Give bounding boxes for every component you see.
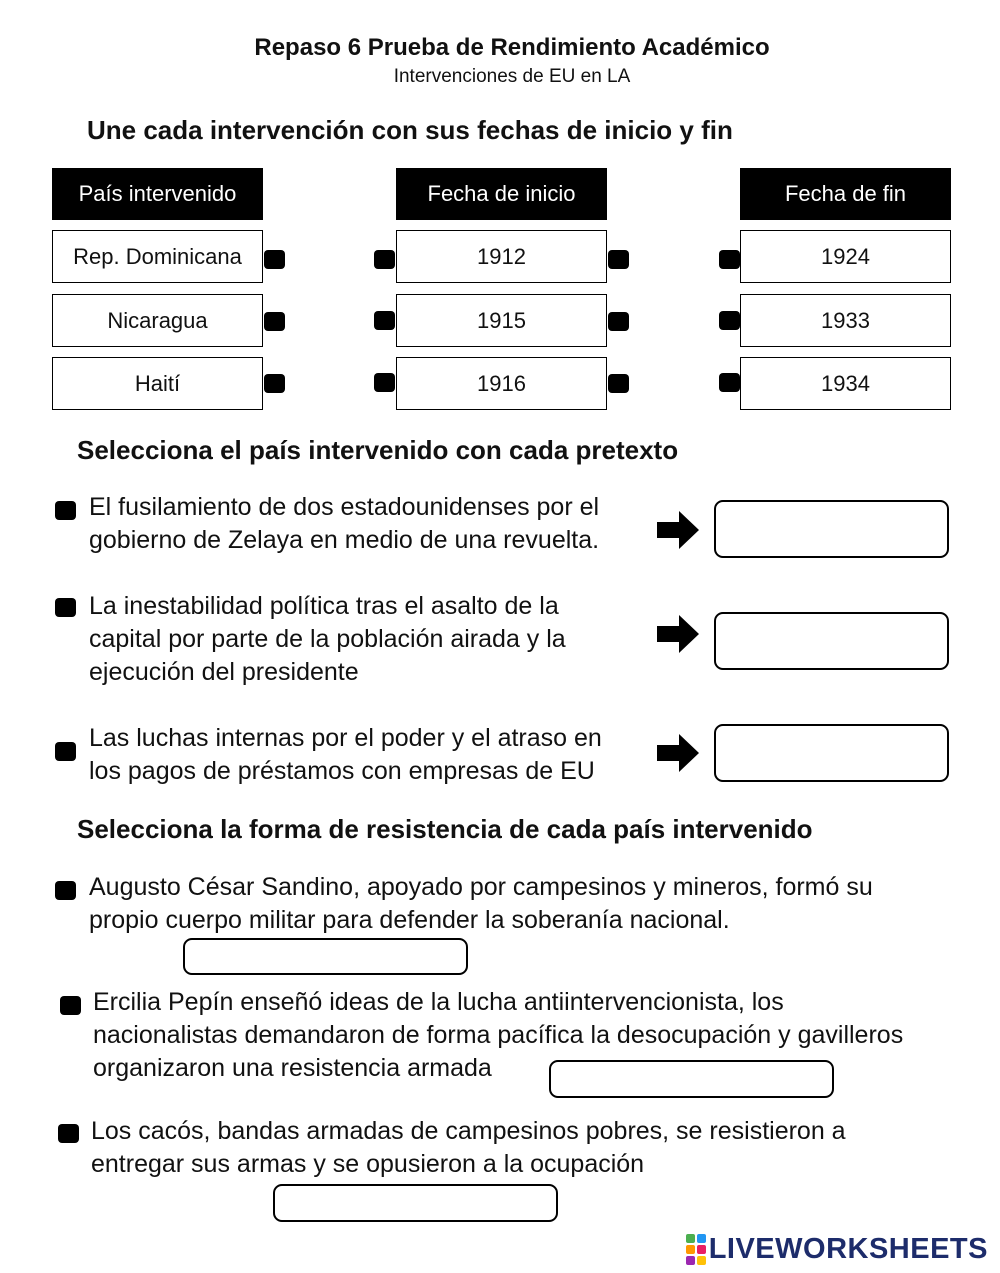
match-dot[interactable]: [719, 311, 740, 330]
match-dot[interactable]: [608, 374, 629, 393]
bullet-dot[interactable]: [55, 742, 76, 761]
match-dot[interactable]: [374, 373, 395, 392]
start-date-cell: 1915: [396, 294, 607, 347]
match-dot[interactable]: [374, 250, 395, 269]
liveworksheets-logo-icon: [686, 1234, 706, 1265]
answer-dropdown[interactable]: [549, 1060, 834, 1098]
answer-dropdown[interactable]: [273, 1184, 558, 1222]
page-subtitle: Intervenciones de EU en LA: [393, 66, 631, 87]
match-dot[interactable]: [719, 373, 740, 392]
match-dot[interactable]: [264, 374, 285, 393]
section2-heading: Selecciona el país intervenido con cada pretexto: [77, 435, 679, 465]
answer-dropdown[interactable]: [183, 938, 468, 975]
liveworksheets-logo: [686, 1233, 988, 1266]
start-date-cell: 1916: [396, 357, 607, 410]
arrow-right-icon: [657, 511, 699, 549]
end-date-cell: 1924: [740, 230, 951, 283]
bullet-dot[interactable]: [55, 598, 76, 617]
arrow-right-icon: [657, 615, 699, 653]
resistance-1: Augusto César Sandino, apoyado por campesinos y mineros, formó su propio cuerpo militar para defender la soberanía nacional.: [89, 873, 873, 934]
pretext-2: La inestabilidad política tras el asalto de la capital por parte de la población airada y la ejecución del presidente: [89, 592, 566, 686]
column-header-end: Fecha de fin: [740, 168, 951, 220]
column-header-country: País intervenido: [52, 168, 263, 220]
match-dot[interactable]: [608, 312, 629, 331]
page-title: Repaso 6 Prueba de Rendimiento Académico: [254, 34, 770, 61]
answer-dropdown[interactable]: [714, 724, 949, 782]
pretext-1: El fusilamiento de dos estadounidenses por el gobierno de Zelaya en medio de una revuelta.: [89, 493, 600, 554]
answer-dropdown[interactable]: [714, 612, 949, 670]
match-dot[interactable]: [264, 250, 285, 269]
resistance-2: Ercilia Pepín enseñó ideas de la lucha antiintervencionista, los nacionalistas demandaron de forma pacífica la desocupación y gavilleros organizaron una resistencia armada: [93, 988, 904, 1082]
section1-heading: Une cada intervención con sus fechas de inicio y fin: [87, 115, 733, 145]
end-date-cell: 1934: [740, 357, 951, 410]
bullet-dot[interactable]: [55, 881, 76, 900]
country-cell: Nicaragua: [52, 294, 263, 347]
resistance-3: Los cacós, bandas armadas de campesinos pobres, se resistieron a entregar sus armas y se opusieron a la ocupación: [91, 1117, 846, 1178]
answer-dropdown[interactable]: [714, 500, 949, 558]
bullet-dot[interactable]: [60, 996, 81, 1015]
arrow-right-icon: [657, 734, 699, 772]
section3-heading: Selecciona la forma de resistencia de cada país intervenido: [77, 814, 813, 844]
match-dot[interactable]: [374, 311, 395, 330]
country-cell: Rep. Dominicana: [52, 230, 263, 283]
match-dot[interactable]: [264, 312, 285, 331]
country-cell: Haití: [52, 357, 263, 410]
liveworksheets-logo-text: LIVEWORKSHEETS: [708, 1233, 988, 1265]
pretext-3: Las luchas internas por el poder y el atraso en los pagos de préstamos con empresas de EU: [89, 724, 602, 785]
start-date-cell: 1912: [396, 230, 607, 283]
bullet-dot[interactable]: [58, 1124, 79, 1143]
end-date-cell: 1933: [740, 294, 951, 347]
column-header-start: Fecha de inicio: [396, 168, 607, 220]
match-dot[interactable]: [719, 250, 740, 269]
bullet-dot[interactable]: [55, 501, 76, 520]
match-dot[interactable]: [608, 250, 629, 269]
